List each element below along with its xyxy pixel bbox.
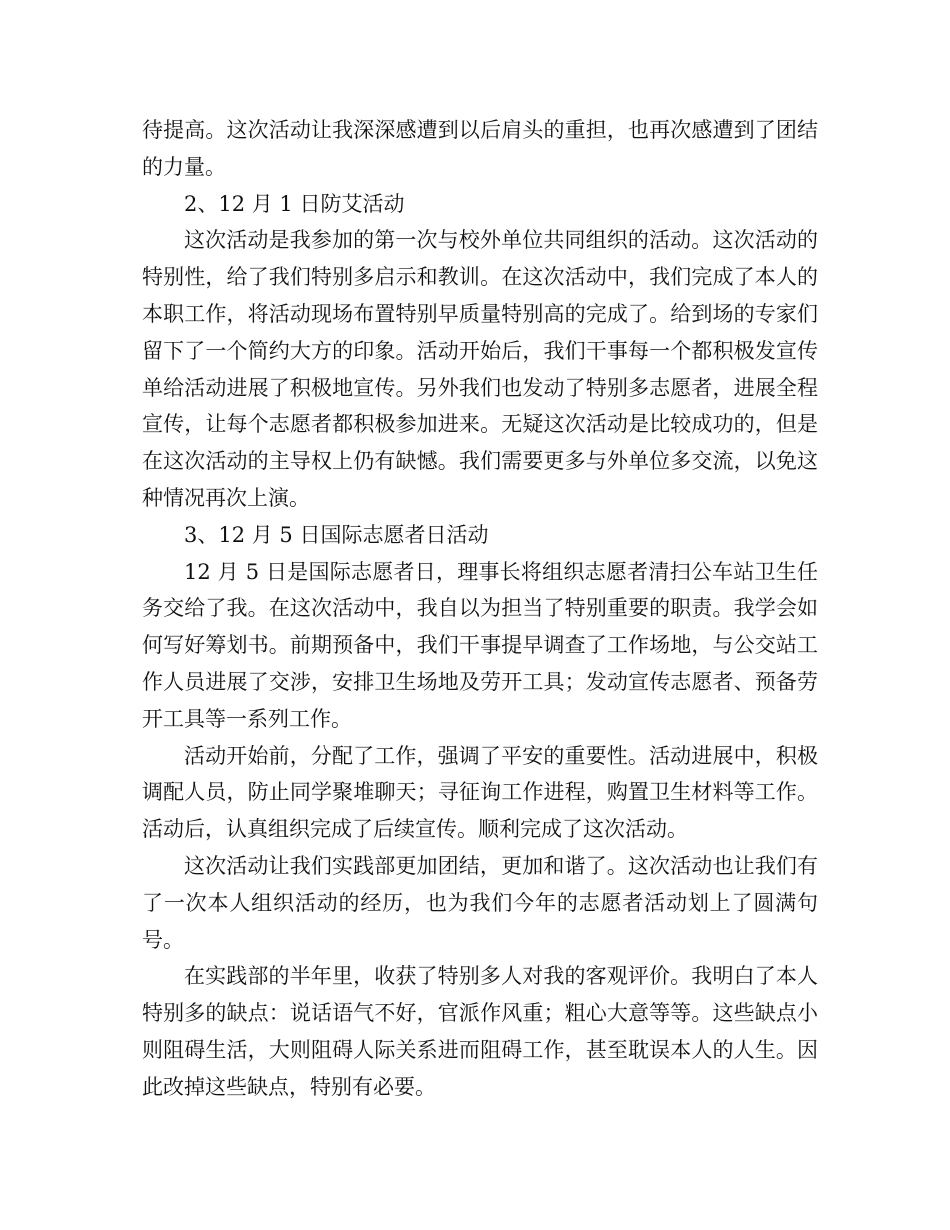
paragraph-volunteer-day-intro: 12 月 5 日是国际志愿者日，理事长将组织志愿者清扫公车站卫生任务交给了我。在这次活动中，我自以为担当了特别重要的职责。我学会如何写好筹划书。前期预备中，我们干事提早调查了工作场地，与公交站工作人员进展了交涉，安排卫生场地及劳开工具；发动宣传志愿者、预备劳开工具等一系列工作。 <box>142 559 818 731</box>
section-heading-volunteer-day: 3、12 月 5 日国际志愿者日活动 <box>184 522 489 547</box>
paragraph-activity-process: 活动开始前，分配了工作，强调了平安的重要性。活动进展中，积极调配人员，防止同学聚堆聊天；寻征询工作进程，购置卫生材料等工作。活动后，认真组织完成了后续宣传。顺利完成了这次活动。 <box>142 743 818 842</box>
paragraph-self-reflection: 在实践部的半年里，收获了特别多人对我的客观评价。我明白了本人特别多的缺点：说话语气不好，官派作风重；粗心大意等等。这些缺点小则阻碍生活，大则阻碍人际关系进而阻碍工作，甚至耽误本人的人生。因此改掉这些缺点，特别有必要。 <box>142 964 818 1099</box>
section-heading-aids-day: 2、12 月 1 日防艾活动 <box>184 191 405 216</box>
paragraph-activity-summary: 这次活动让我们实践部更加团结，更加和谐了。这次活动也让我们有了一次本人组织活动的经历，也为我们今年的志愿者活动划上了圆满句号。 <box>142 853 818 952</box>
paragraph-continued: 待提高。这次活动让我深深感遭到以后肩头的重担，也再次感遭到了团结的力量。 <box>142 118 818 179</box>
paragraph-aids-activity: 这次活动是我参加的第一次与校外单位共同组织的活动。这次活动的特别性，给了我们特别多启示和教训。在这次活动中，我们完成了本人的本职工作，将活动现场布置特别早质量特别高的完成了。给到场的专家们留下了一个简约大方的印象。活动开始后，我们干事每一个都积极发宣传单给活动进展了积极地宣传。另外我们也发动了特别多志愿者，进展全程宣传，让每个志愿者都积极参加进来。无疑这次活动是比较成功的，但是在这次活动的主导权上仍有缺憾。我们需要更多与外单位多交流，以免这种情况再次上演。 <box>142 228 818 510</box>
document-body <box>142 112 818 1106</box>
